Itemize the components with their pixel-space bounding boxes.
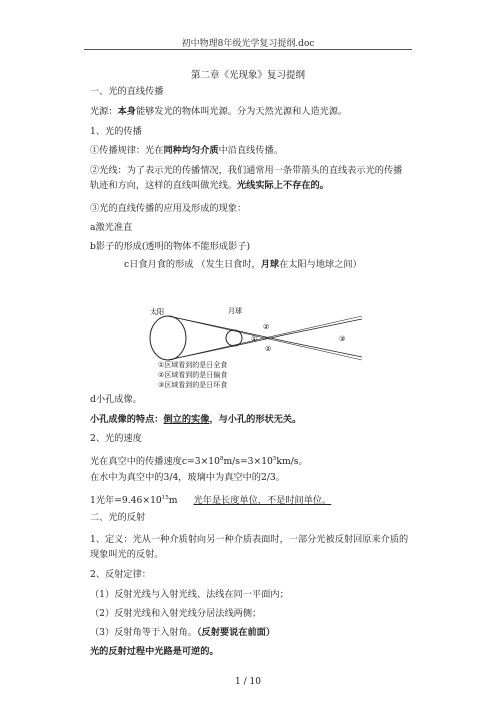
law-item-3: （3）反射角等于入射角。（反射要说在前面） [90,627,276,638]
reflection-definition: 1、定义：光从一种介质射向另一种介质表面时，一部分光被反射回原来介质的现象叫光的反射。 [90,534,409,560]
reversible-path: 光的反射过程中光路是可逆的。 [90,646,219,657]
moon-label: 月球 [228,307,242,315]
law-item-2: （2）反射光线和入射光线分居法线两侧； [90,608,262,619]
diagram-legend: ①区域看到的是日全食 ②区域看到的是日偏食 ③区域看到的是日环食 [158,361,228,389]
light-source-line: 光源：本身能够发光的物体叫光源。分为天然光源和人造光源。 [90,106,348,117]
ray-line [284,341,362,357]
eclipse-diagram [144,302,362,362]
light-year: 1光年$=9.46\times 10^{15}m$ 光年是长度单位，不是时间单位。 [90,495,332,507]
propagation-rule: ①传播规律：光在同种均匀介质中沿直线传播。 [90,145,283,156]
subheading-speed: 2、光的速度 [90,433,142,444]
speed-vacuum: 光在真空中的传播速度$c=3\times 10^8m/s=3\times 10^5km/s$。 [90,456,308,468]
sun-label: 太阳 [150,308,164,316]
item-a: a激光准直 [90,222,133,233]
law-item-1: （1）反射光线与入射光线、法线在同一平面内； [90,589,289,600]
section-heading-reflection: 二、光的反射 [90,512,146,523]
page-title: 第二章《光现象》复习提纲 [190,70,305,81]
item-d: d小孔成像。 [90,394,142,405]
zone-1-label: ① [251,335,258,343]
subheading: 1、光的传播 [90,126,142,137]
pinhole-features: 小孔成像的特点：倒立的实像，与小孔的形状无关。 [90,414,302,425]
reflection-law-heading: 2、反射定律： [90,569,151,580]
ray-line [284,319,362,335]
sun-circle [150,316,186,360]
document-header: 初中物理8年级光学复习提纲.doc [181,39,315,49]
applications-line: ③光的直线传播的应用及形成的现象： [90,203,247,214]
item-c: c日食月食的形成 （发生日食时，月球在太阳与地球之间） [124,259,362,270]
zone-3-label: ③ [339,335,346,343]
page-number: 1 / 10 [235,677,261,687]
zone-2-label: ② [265,345,272,353]
light-ray-paragraph: ②光线：为了表示光的传播情况，我们通常用一条带箭头的直线表示光的传播轨迹和方向，这样的直线叫做光线。光线实际上不存在的。 [90,165,403,191]
speed-media: 在水中为真空中的3/4，玻璃中为真空中的2/3。 [90,472,285,483]
item-b: b影子的形成(透明的物体不能形成影子) [90,241,251,252]
header-divider [84,49,412,50]
zone-2-label: ② [263,323,270,331]
section-heading: 一、光的直线传播 [90,86,164,97]
